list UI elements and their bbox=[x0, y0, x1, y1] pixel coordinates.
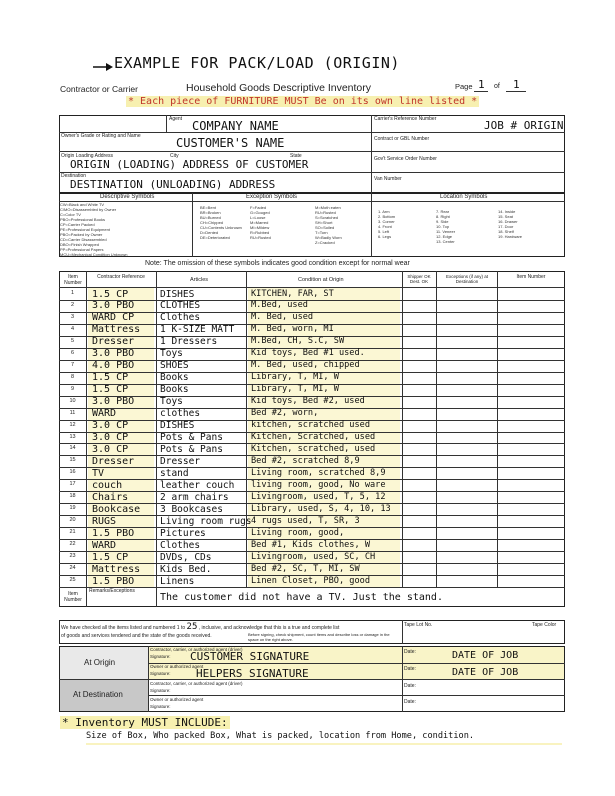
symbol-item: PBO=Professional Books bbox=[60, 217, 106, 222]
row-contractor-ref: 3.0 PBO bbox=[92, 348, 135, 360]
row-article: Books bbox=[160, 384, 189, 396]
row-contractor-ref: 3.0 PBO bbox=[92, 396, 135, 408]
page-label: Page bbox=[455, 82, 473, 91]
symbol-item: DBO=Finish Wrapped bbox=[60, 242, 99, 247]
agent-label: Agent bbox=[169, 116, 183, 122]
origin-carrier-signature[interactable]: CUSTOMER SIGNATURE bbox=[190, 650, 310, 663]
symbol-item: M=Moth eaten bbox=[315, 205, 341, 210]
row-item-number: 24 bbox=[69, 565, 76, 572]
symbol-item: DE=Deteriorated bbox=[200, 235, 230, 240]
row-item-number: 9 bbox=[70, 385, 75, 392]
row-item-number: 16 bbox=[69, 469, 76, 476]
exception-symbols-col3 bbox=[315, 205, 342, 245]
row-condition: Livingroom, used, T, 5, 12 bbox=[251, 491, 386, 502]
destination-value: DESTINATION (UNLOADING) ADDRESS bbox=[70, 178, 276, 191]
symbol-item: MI=Mildew bbox=[250, 225, 270, 230]
location-symbols-col2 bbox=[436, 209, 455, 244]
symbol-item: 3. Corner bbox=[378, 219, 395, 224]
origin-carrier-date[interactable]: DATE OF JOB bbox=[452, 650, 519, 661]
row-condition: Library, T, MI, W bbox=[251, 384, 339, 395]
row-condition: Bed #2, SC, T, MI, SW bbox=[251, 563, 360, 574]
row-item-number: 12 bbox=[69, 421, 76, 428]
row-condition: Bed #2, worn, bbox=[251, 408, 319, 419]
row-contractor-ref: Mattress bbox=[92, 563, 141, 575]
symbol-item: SH=Short bbox=[315, 220, 333, 225]
symbol-item: F=Faded bbox=[250, 205, 267, 210]
symbol-item: 19. Hardware bbox=[498, 234, 523, 239]
symbol-item: 14. Inside bbox=[498, 209, 516, 214]
row-condition: kitchen, scratched used bbox=[251, 420, 370, 431]
symbol-item: M=Marred bbox=[250, 220, 269, 225]
page-number: 1 bbox=[478, 78, 485, 91]
symbol-item: CU=Contents Unknown bbox=[200, 225, 242, 230]
row-condition: M.Bed, CH, S.C, SW bbox=[251, 336, 345, 347]
symbol-item: 9. Side bbox=[436, 219, 449, 224]
row-article: SHOES bbox=[160, 360, 189, 372]
row-condition: Bed #1, Kids clothes, W bbox=[251, 539, 370, 550]
col-header-item: Item Number bbox=[64, 274, 82, 286]
row-article: Pots & Pans bbox=[160, 432, 223, 444]
symbol-item: PBO=Packed by Owner bbox=[60, 232, 103, 237]
cert-text-b: , inclusive, and acknowledge that this is a true and complete list bbox=[198, 625, 340, 631]
row-item-number: 2 bbox=[70, 301, 75, 308]
origin-carrier-signature-label: Signature: bbox=[150, 654, 171, 659]
symbol-item: PP=Professional Papers bbox=[60, 247, 104, 252]
row-item-number: 11 bbox=[69, 409, 76, 416]
cert-text-c: of goods and services tendered and the state of the goods received. bbox=[61, 633, 212, 639]
row-item-number: 23 bbox=[69, 553, 76, 560]
symbol-item: 15. Seat bbox=[498, 214, 513, 219]
row-contractor-ref: 1.5 CP bbox=[92, 372, 129, 384]
row-contractor-ref: 1.5 CP bbox=[92, 288, 129, 300]
row-item-number: 21 bbox=[69, 529, 76, 536]
row-condition: Library, used, S, 4, 10, 13 bbox=[251, 503, 391, 514]
row-condition: Kitchen, scratched, used bbox=[251, 443, 376, 454]
row-contractor-ref: 1.5 PBO bbox=[92, 527, 135, 539]
row-article: Dresser bbox=[160, 455, 201, 467]
at-destination-label: At Destination bbox=[73, 690, 123, 699]
row-item-number: 14 bbox=[69, 445, 76, 452]
symbol-item: 2. Bottom bbox=[378, 214, 396, 219]
row-article: Pictures bbox=[160, 527, 206, 539]
symbol-item: T=Torn bbox=[315, 230, 328, 235]
row-item-number: 18 bbox=[69, 493, 76, 500]
row-condition: M.Bed, used bbox=[251, 300, 308, 311]
row-condition: KITCHEN, FAR, ST bbox=[251, 288, 334, 299]
example-title: EXAMPLE FOR PACK/LOAD (ORIGIN) bbox=[114, 54, 400, 72]
col-header-contractor: Contractor Reference bbox=[97, 274, 145, 280]
symbol-item: 16. Drawer bbox=[498, 219, 518, 224]
cert-text-a-part: We have checked all the items listed and numbered 1 to bbox=[61, 625, 186, 631]
location-symbols-col1 bbox=[378, 209, 395, 239]
owner-label: Owner's Grade or Rating and Name bbox=[61, 133, 141, 139]
inventory-note-line1: * Inventory MUST INCLUDE: bbox=[62, 716, 228, 729]
origin-owner-signature[interactable]: HELPERS SIGNATURE bbox=[196, 667, 309, 680]
row-article: clothes bbox=[160, 408, 201, 420]
row-article: Clothes bbox=[160, 312, 201, 324]
row-item-number: 5 bbox=[70, 337, 75, 344]
row-condition: M. Bed, used, chipped bbox=[251, 360, 360, 371]
row-contractor-ref: 1.5 CP bbox=[92, 551, 129, 563]
destination-label: Destination bbox=[61, 173, 87, 179]
exception-symbols-col2 bbox=[250, 205, 271, 240]
note-highlight bbox=[86, 743, 562, 745]
symbol-item: 8. Right bbox=[436, 214, 450, 219]
row-item-number: 25 bbox=[69, 577, 76, 584]
symbol-item: 4. Front bbox=[378, 224, 392, 229]
row-item-number: 3 bbox=[70, 313, 75, 320]
agent-value: COMPANY NAME bbox=[192, 119, 279, 133]
origin-owner-label: Owner or authorized agent bbox=[150, 664, 204, 669]
symbol-item: BE=Bent bbox=[200, 205, 216, 210]
location-symbols-title: Location Symbols bbox=[440, 194, 488, 200]
row-condition: M. Bed, used bbox=[251, 312, 314, 323]
symbol-item: 17. Door bbox=[498, 224, 514, 229]
symbol-item: RU=Rusted bbox=[250, 235, 271, 240]
row-contractor-ref: 3.0 PBO bbox=[92, 300, 135, 312]
row-article: Books bbox=[160, 372, 189, 384]
row-contractor-ref: WARD bbox=[92, 539, 117, 551]
row-article: 1 Dressers bbox=[160, 336, 218, 348]
remarks-value: The customer did not have a TV. Just the stand. bbox=[160, 592, 443, 603]
col-header-condition: Condition at Origin bbox=[298, 277, 344, 283]
row-contractor-ref: 4.0 PBO bbox=[92, 360, 135, 372]
location-symbols-col3 bbox=[498, 209, 522, 239]
symbol-item: W=Badly Worn bbox=[315, 235, 342, 240]
row-article: DVDs, CDs bbox=[160, 551, 212, 563]
exception-symbols-col1 bbox=[200, 205, 242, 240]
row-condition: M. Bed, worn, MI bbox=[251, 324, 334, 335]
inventory-note-line2: Size of Box, Who packed Box, What is packed, location from Home, condition. bbox=[86, 731, 475, 741]
origin-owner-date-label: Date: bbox=[404, 666, 416, 672]
city-label: City bbox=[170, 153, 179, 159]
symbol-item: CH=Chipped bbox=[200, 220, 224, 225]
symbol-item: 6. Legs bbox=[378, 234, 392, 239]
row-condition: Library, T, MI, W bbox=[251, 372, 339, 383]
symbol-item: CP=Carrier Packed bbox=[60, 222, 95, 227]
col-header-exceptions: Exceptions (if any) at Destination bbox=[445, 274, 489, 284]
row-contractor-ref: RUGS bbox=[92, 515, 117, 527]
tape-lot-label: Tape Lot No. bbox=[404, 622, 433, 628]
symbol-item: BU=Burned bbox=[200, 215, 221, 220]
arrow-icon bbox=[92, 62, 114, 72]
symbol-item: CD=Carrier Disassembled bbox=[60, 237, 107, 242]
row-item-number: 20 bbox=[69, 517, 76, 524]
row-contractor-ref: Dresser bbox=[92, 455, 135, 467]
row-item-number: 22 bbox=[69, 541, 76, 548]
dest-carrier-date-label: Date: bbox=[404, 683, 416, 689]
row-condition: Bed #2, scratched 8,9 bbox=[251, 455, 360, 466]
exception-symbols-title: Exception Symbols bbox=[246, 194, 298, 200]
row-item-number: 1 bbox=[70, 290, 75, 296]
contract-label: Contract or GBL Number bbox=[374, 136, 430, 142]
van-label: Van Number bbox=[374, 176, 402, 182]
row-article: Toys bbox=[160, 396, 183, 408]
symbol-item: G=Gouged bbox=[250, 210, 270, 215]
cert-text-d: Before signing, check shipment, count items and describe loss or damage in the space on the right above. bbox=[248, 632, 390, 642]
symbol-item: PE=Professional Equipment bbox=[60, 227, 110, 232]
row-condition: Kid toys, Bed #1 used. bbox=[251, 348, 365, 359]
origin-address-label: Origin Loading Address bbox=[61, 153, 113, 159]
state-label: State bbox=[290, 153, 302, 159]
row-article: Toys bbox=[160, 348, 183, 360]
row-article: 2 arm chairs bbox=[160, 491, 229, 503]
form-title: Household Goods Descriptive Inventory bbox=[186, 82, 372, 94]
row-contractor-ref: couch bbox=[92, 479, 123, 491]
row-article: Clothes bbox=[160, 539, 201, 551]
remarks-item-label: Item Number bbox=[64, 591, 82, 603]
page-total: 1 bbox=[513, 78, 520, 91]
symbol-item: 12. Edge bbox=[436, 234, 453, 239]
at-origin-label: At Origin bbox=[84, 658, 116, 667]
row-condition: Living room, good, bbox=[251, 527, 345, 538]
row-contractor-ref: Dresser bbox=[92, 336, 135, 348]
symbol-item: 7. Rear bbox=[436, 209, 450, 214]
row-contractor-ref: Bookcase bbox=[92, 503, 141, 515]
symbol-item: 13. Center bbox=[436, 239, 455, 244]
row-contractor-ref: 3.0 CP bbox=[92, 420, 129, 432]
row-contractor-ref: 3.0 CP bbox=[92, 443, 129, 455]
of-label: of bbox=[494, 83, 500, 90]
cert-text-a bbox=[61, 624, 339, 631]
symbol-item: Z=Cracked bbox=[315, 240, 335, 245]
symbol-item: 18. Shelf bbox=[498, 229, 514, 234]
origin-carrier-date-label: Date: bbox=[404, 649, 416, 655]
origin-owner-date[interactable]: DATE OF JOB bbox=[452, 667, 519, 678]
symbol-item: CW=Black and White TV bbox=[60, 202, 105, 207]
symbol-item: 11. Veneer bbox=[436, 229, 456, 234]
symbol-item: 10. Top bbox=[436, 224, 450, 229]
symbol-item: C=Color TV bbox=[60, 212, 81, 217]
row-article: Pots & Pans bbox=[160, 443, 223, 455]
row-article: DISHES bbox=[160, 288, 195, 300]
row-item-number: 17 bbox=[69, 481, 76, 488]
row-item-number: 6 bbox=[70, 349, 75, 356]
owner-value: CUSTOMER'S NAME bbox=[176, 136, 285, 150]
symbol-item: RU=Rusted bbox=[315, 210, 336, 215]
dest-owner-label: Owner or authorized agent bbox=[150, 697, 204, 702]
furniture-note: * Each piece of FURNITURE MUST Be on its own line listed * bbox=[128, 96, 478, 107]
origin-carrier-label: Contractor, carrier, or authorized agent (driver) bbox=[150, 647, 243, 652]
symbol-item: D=Dented bbox=[200, 230, 219, 235]
symbol-item: C/MO=Disassembled by Owner bbox=[60, 207, 117, 212]
origin-address-value: ORIGIN (LOADING) ADDRESS OF CUSTOMER bbox=[70, 158, 309, 171]
omission-note: Note: The omission of these symbols indicates good condition except for normal wear bbox=[145, 260, 410, 267]
symbol-item: L=Loose bbox=[250, 215, 266, 220]
row-article: Kids Bed. bbox=[160, 563, 212, 575]
col-header-item-2: Item Number bbox=[516, 274, 546, 280]
row-article: DISHES bbox=[160, 420, 195, 432]
symbol-item: S=Scratched bbox=[315, 215, 339, 220]
row-article: stand bbox=[160, 467, 189, 479]
remarks-label: Remarks/Exceptions bbox=[89, 588, 135, 594]
tape-color-label: Tape Color bbox=[532, 622, 557, 628]
row-item-number: 8 bbox=[70, 373, 75, 380]
dest-carrier-signature-label: Signature: bbox=[150, 688, 171, 693]
row-contractor-ref: Mattress bbox=[92, 324, 141, 336]
symbol-item: MCU=Mechanical Condition Unknown bbox=[60, 252, 128, 257]
col-header-articles: Articles bbox=[190, 277, 209, 283]
row-item-number: 19 bbox=[69, 505, 76, 512]
carrier-ref-value: JOB # ORIGIN bbox=[484, 119, 564, 132]
contractor-label: Contractor or Carrier bbox=[60, 84, 138, 94]
symbol-item: 1. Arm bbox=[378, 209, 390, 214]
row-condition: Living room, scratched 8,9 bbox=[251, 467, 386, 478]
row-article: Living room rugs bbox=[160, 515, 252, 527]
dest-carrier-label: Contractor, carrier, or authorized agent (driver) bbox=[150, 681, 243, 686]
descriptive-symbols-title: Descriptive Symbols bbox=[100, 194, 155, 200]
row-article: CLOTHES bbox=[160, 300, 201, 312]
row-article: 3 Bookcases bbox=[160, 503, 223, 515]
row-item-number: 15 bbox=[69, 457, 76, 464]
row-condition: living room, good, No ware bbox=[251, 479, 386, 490]
row-item-number: 4 bbox=[70, 325, 75, 332]
gov-order-label: Gov't Service Order Number bbox=[374, 156, 437, 162]
row-item-number: 10 bbox=[69, 397, 76, 404]
dest-owner-signature-label: Signature: bbox=[150, 704, 171, 709]
row-article: 1 K-SIZE MATT bbox=[160, 324, 235, 336]
descriptive-symbols-list bbox=[60, 202, 190, 257]
row-item-number: 7 bbox=[70, 361, 75, 368]
carrier-ref-label: Carrier's Reference Number bbox=[374, 116, 437, 122]
cert-count: 25 bbox=[186, 622, 198, 632]
symbol-item: SO=Soiled bbox=[315, 225, 335, 230]
row-contractor-ref: TV bbox=[92, 467, 105, 479]
row-item-number: 13 bbox=[69, 433, 76, 440]
row-condition: Kitchen, Scratched, used bbox=[251, 432, 376, 443]
origin-owner-signature-label: Signature: bbox=[150, 671, 171, 676]
row-contractor-ref: 1.5 CP bbox=[92, 384, 129, 396]
row-contractor-ref: 3.0 CP bbox=[92, 432, 129, 444]
row-article: leather couch bbox=[160, 479, 235, 491]
symbol-item: 5. Left bbox=[378, 229, 390, 234]
row-condition: Kid toys, Bed #2, used bbox=[251, 396, 365, 407]
col-header-shipper: Shipper OK Dest. OK bbox=[407, 274, 431, 284]
row-divider bbox=[59, 300, 565, 301]
row-contractor-ref: 1.5 PBO bbox=[92, 575, 135, 587]
row-contractor-ref: WARD bbox=[92, 408, 117, 420]
symbol-item: BR=Broken bbox=[200, 210, 221, 215]
row-contractor-ref: Chairs bbox=[92, 491, 129, 503]
dest-owner-date-label: Date: bbox=[404, 699, 416, 705]
row-condition: Livingroom, used, SC, CH bbox=[251, 551, 376, 562]
row-condition: 4 rugs used, T, SR, 3 bbox=[251, 515, 360, 526]
symbol-item: R=Rubbed bbox=[250, 230, 270, 235]
row-contractor-ref: WARD CP bbox=[92, 312, 135, 324]
row-condition: Linen Closet, PBO, good bbox=[251, 575, 370, 586]
row-article: Linens bbox=[160, 575, 195, 587]
